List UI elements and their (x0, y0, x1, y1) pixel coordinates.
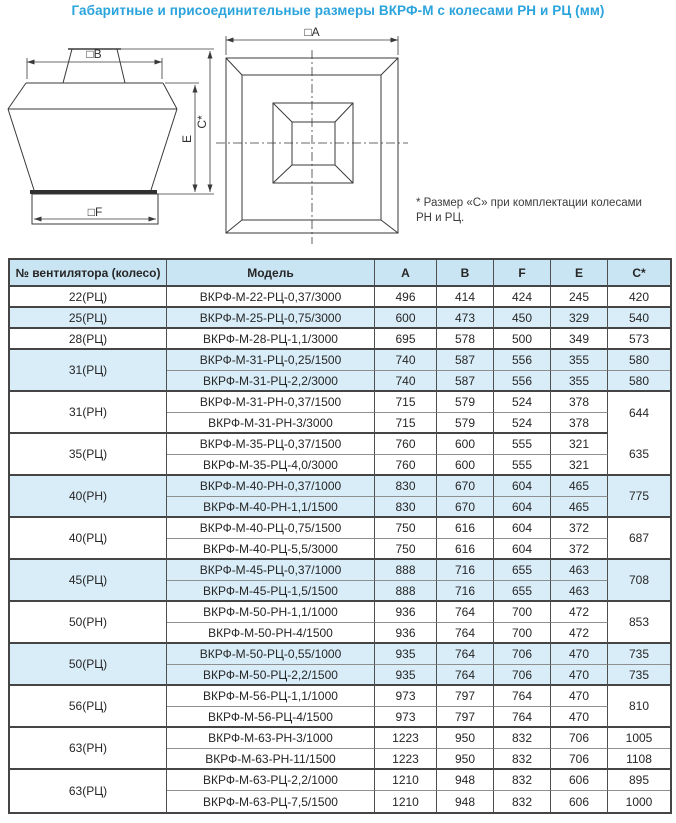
model-cell: ВКРФ-М-63-РН-3/1000 (167, 728, 375, 749)
dim-e-cell: 321 (551, 434, 608, 455)
dim-a-cell: 973 (375, 686, 437, 707)
dim-a-cell: 936 (375, 623, 437, 644)
c-star-cell: 708 (608, 560, 670, 602)
top-view-centerlines (216, 50, 408, 244)
model-cell: ВКРФ-М-50-РН-4/1500 (167, 623, 375, 644)
dim-e-cell: 606 (551, 770, 608, 791)
footnote-line-1: * Размер «С» при комплектации колесами (416, 197, 642, 209)
dim-e-cell: 706 (551, 728, 608, 749)
dim-a-cell: 1223 (375, 728, 437, 749)
dim-b-cell: 473 (437, 308, 494, 329)
dim-f-cell: 832 (494, 770, 551, 791)
dim-f-cell: 700 (494, 602, 551, 623)
dim-b-cell: 600 (437, 434, 494, 455)
dim-b-cell: 414 (437, 287, 494, 308)
dim-a-cell: 760 (375, 434, 437, 455)
model-cell: ВКРФ-М-50-РЦ-2,2/1500 (167, 665, 375, 686)
dim-b-cell: 600 (437, 455, 494, 476)
c-star-cell: 635 (608, 434, 670, 476)
dim-f-cell: 556 (494, 350, 551, 371)
c-star-cell: 420 (608, 287, 670, 308)
dim-a-cell: 695 (375, 329, 437, 350)
model-cell: ВКРФ-М-56-РЦ-4/1500 (167, 707, 375, 728)
dim-f-cell: 556 (494, 371, 551, 392)
dim-f-cell: 700 (494, 623, 551, 644)
dim-e-cell: 372 (551, 518, 608, 539)
model-cell: ВКРФ-М-63-РЦ-2,2/1000 (167, 770, 375, 791)
c-star-cell: 810 (608, 686, 670, 728)
dim-b-cell: 950 (437, 728, 494, 749)
wheel-cell: 22(РЦ) (10, 287, 167, 308)
model-cell: ВКРФ-М-31-РН-0,37/1500 (167, 392, 375, 413)
table-row (10, 728, 670, 749)
dim-e-cell: 329 (551, 308, 608, 329)
dim-b-cell: 616 (437, 539, 494, 560)
dim-label-a: □A (304, 25, 320, 39)
dim-a-cell: 496 (375, 287, 437, 308)
dim-e-cell: 349 (551, 329, 608, 350)
dim-b-cell: 764 (437, 623, 494, 644)
model-cell: ВКРФ-М-22-РЦ-0,37/3000 (167, 287, 375, 308)
model-cell: ВКРФ-М-40-РЦ-5,5/3000 (167, 539, 375, 560)
dim-b-cell: 616 (437, 518, 494, 539)
dim-b-cell: 587 (437, 371, 494, 392)
dim-a-cell: 600 (375, 308, 437, 329)
dim-label-b: □B (86, 47, 102, 61)
dim-e-cell: 463 (551, 581, 608, 602)
model-cell: ВКРФ-М-45-РЦ-1,5/1500 (167, 581, 375, 602)
model-cell: ВКРФ-М-35-РЦ-0,37/1500 (167, 434, 375, 455)
dim-e-cell: 355 (551, 350, 608, 371)
c-star-cell: 1000 (608, 791, 670, 812)
c-star-cell: 1005 (608, 728, 670, 749)
dim-a-cell: 935 (375, 665, 437, 686)
wheel-cell: 63(РН) (10, 728, 167, 770)
header-c-star: C* (608, 260, 670, 287)
dim-f-cell: 524 (494, 413, 551, 434)
dim-a-cell: 830 (375, 497, 437, 518)
dim-f-cell: 706 (494, 665, 551, 686)
model-cell: ВКРФ-М-31-РН-3/3000 (167, 413, 375, 434)
dim-e-cell: 470 (551, 707, 608, 728)
dim-e-cell: 378 (551, 392, 608, 413)
table-row (10, 434, 670, 455)
dim-label-e: E (180, 134, 194, 144)
model-cell: ВКРФ-М-40-РЦ-0,75/1500 (167, 518, 375, 539)
dim-a-cell: 935 (375, 644, 437, 665)
dim-e-cell: 321 (551, 455, 608, 476)
table-row (10, 770, 670, 791)
c-star-cell: 687 (608, 518, 670, 560)
model-cell: ВКРФ-М-45-РЦ-0,37/1000 (167, 560, 375, 581)
dim-f-cell: 604 (494, 497, 551, 518)
dim-b-cell: 587 (437, 350, 494, 371)
dim-f-cell: 832 (494, 791, 551, 812)
table-row (10, 476, 670, 497)
header-a: A (375, 260, 437, 287)
model-cell: ВКРФ-М-40-РН-0,37/1000 (167, 476, 375, 497)
model-cell: ВКРФ-М-25-РЦ-0,75/3000 (167, 308, 375, 329)
footnote-line-2: РН и РЦ. (416, 212, 465, 224)
dim-b-cell: 764 (437, 602, 494, 623)
dim-f-cell: 604 (494, 518, 551, 539)
dim-f-cell: 524 (494, 392, 551, 413)
dim-a-cell: 888 (375, 581, 437, 602)
dim-a-cell: 740 (375, 371, 437, 392)
c-star-cell: 735 (608, 665, 670, 686)
wheel-cell: 40(РЦ) (10, 518, 167, 560)
c-star-cell: 853 (608, 602, 670, 644)
dim-b-cell: 948 (437, 791, 494, 812)
dim-f-cell: 832 (494, 728, 551, 749)
dim-b-cell: 578 (437, 329, 494, 350)
dim-e-cell: 355 (551, 371, 608, 392)
wheel-cell: 25(РЦ) (10, 308, 167, 329)
dim-b-cell: 797 (437, 707, 494, 728)
dim-a-cell: 760 (375, 455, 437, 476)
model-cell: ВКРФ-М-50-РЦ-0,55/1000 (167, 644, 375, 665)
dim-a-cell: 936 (375, 602, 437, 623)
model-cell: ВКРФ-М-28-РЦ-1,1/3000 (167, 329, 375, 350)
dim-f-cell: 832 (494, 749, 551, 770)
table-row (10, 287, 670, 308)
table-row (10, 644, 670, 665)
wheel-cell: 31(РН) (10, 392, 167, 434)
dim-a-cell: 830 (375, 476, 437, 497)
dim-e-cell: 465 (551, 497, 608, 518)
dim-e-cell: 465 (551, 476, 608, 497)
dim-f-cell: 424 (494, 287, 551, 308)
dim-b-cell: 670 (437, 476, 494, 497)
model-cell: ВКРФ-М-35-РЦ-4,0/3000 (167, 455, 375, 476)
dim-e-cell: 463 (551, 560, 608, 581)
dim-e-cell: 470 (551, 686, 608, 707)
dim-e-cell: 378 (551, 413, 608, 434)
c-star-cell: 573 (608, 329, 670, 350)
dim-e-cell: 472 (551, 623, 608, 644)
header-wheel: № вентилятора (колесо) (10, 260, 167, 287)
model-cell: ВКРФ-М-50-РН-1,1/1000 (167, 602, 375, 623)
dim-e-cell: 245 (551, 287, 608, 308)
dim-f-cell: 604 (494, 539, 551, 560)
dim-a-cell: 1210 (375, 770, 437, 791)
c-star-cell: 1108 (608, 749, 670, 770)
header-model: Модель (167, 260, 375, 287)
dim-b-cell: 764 (437, 644, 494, 665)
dim-f-cell: 555 (494, 455, 551, 476)
model-cell: ВКРФ-М-40-РН-1,1/1500 (167, 497, 375, 518)
table-row (10, 329, 670, 350)
table-row (10, 602, 670, 623)
wheel-cell: 28(РЦ) (10, 329, 167, 350)
dim-e-cell: 606 (551, 791, 608, 812)
dim-label-c: C* (195, 115, 209, 129)
dim-e-cell: 472 (551, 602, 608, 623)
table-row (10, 350, 670, 371)
header-e: E (551, 260, 608, 287)
dim-a-cell: 973 (375, 707, 437, 728)
table-row (10, 560, 670, 581)
wheel-cell: 31(РЦ) (10, 350, 167, 392)
dim-f-cell: 555 (494, 434, 551, 455)
table-row (10, 518, 670, 539)
model-cell: ВКРФ-М-63-РЦ-7,5/1500 (167, 791, 375, 812)
c-star-cell: 775 (608, 476, 670, 518)
dim-b-cell: 764 (437, 665, 494, 686)
c-star-cell: 580 (608, 350, 670, 371)
dim-a-cell: 1210 (375, 791, 437, 812)
wheel-cell: 40(РН) (10, 476, 167, 518)
wheel-cell: 63(РЦ) (10, 770, 167, 812)
dim-a-cell: 715 (375, 392, 437, 413)
model-cell: ВКРФ-М-31-РЦ-0,25/1500 (167, 350, 375, 371)
dim-a-cell: 888 (375, 560, 437, 581)
table-row (10, 308, 670, 329)
c-star-cell: 644 (608, 392, 670, 434)
dim-f-cell: 655 (494, 560, 551, 581)
wheel-cell: 50(РЦ) (10, 644, 167, 686)
dim-a-cell: 715 (375, 413, 437, 434)
wheel-cell: 50(РН) (10, 602, 167, 644)
model-cell: ВКРФ-М-31-РЦ-2,2/3000 (167, 371, 375, 392)
dim-b-cell: 670 (437, 497, 494, 518)
dim-e-cell: 470 (551, 665, 608, 686)
header-f: F (494, 260, 551, 287)
dim-f-cell: 604 (494, 476, 551, 497)
dim-b-cell: 716 (437, 581, 494, 602)
dim-b-cell: 579 (437, 392, 494, 413)
wheel-cell: 56(РЦ) (10, 686, 167, 728)
dim-label-f: □F (87, 205, 103, 219)
model-cell: ВКРФ-М-56-РЦ-1,1/1000 (167, 686, 375, 707)
dim-a-cell: 740 (375, 350, 437, 371)
c-star-cell: 580 (608, 371, 670, 392)
dimensions-table (8, 258, 672, 814)
c-star-cell: 540 (608, 308, 670, 329)
header-b: B (437, 260, 494, 287)
dim-e-cell: 372 (551, 539, 608, 560)
dim-b-cell: 579 (437, 413, 494, 434)
c-star-cell: 735 (608, 644, 670, 665)
table-row (10, 686, 670, 707)
wheel-cell: 35(РЦ) (10, 434, 167, 476)
dim-b-cell: 950 (437, 749, 494, 770)
dim-b-cell: 948 (437, 770, 494, 791)
dim-f-cell: 450 (494, 308, 551, 329)
table-header-row (10, 260, 670, 287)
table-row (10, 392, 670, 413)
dim-f-cell: 764 (494, 686, 551, 707)
dim-a-cell: 1223 (375, 749, 437, 770)
dim-f-cell: 655 (494, 581, 551, 602)
dim-f-cell: 706 (494, 644, 551, 665)
c-star-cell: 895 (608, 770, 670, 791)
dim-a-cell: 750 (375, 518, 437, 539)
dim-b-cell: 716 (437, 560, 494, 581)
footnote-c-size (416, 196, 666, 226)
dim-e-cell: 706 (551, 749, 608, 770)
side-view-drawing (8, 49, 177, 224)
dim-f-cell: 500 (494, 329, 551, 350)
page-title: Габаритные и присоединительные размеры ВКРФ-М с колесами РН и РЦ (мм) (71, 3, 605, 18)
model-cell: ВКРФ-М-63-РН-11/1500 (167, 749, 375, 770)
wheel-cell: 45(РЦ) (10, 560, 167, 602)
dim-a-cell: 750 (375, 539, 437, 560)
dim-f-cell: 764 (494, 707, 551, 728)
dim-b-cell: 797 (437, 686, 494, 707)
dim-e-cell: 470 (551, 644, 608, 665)
